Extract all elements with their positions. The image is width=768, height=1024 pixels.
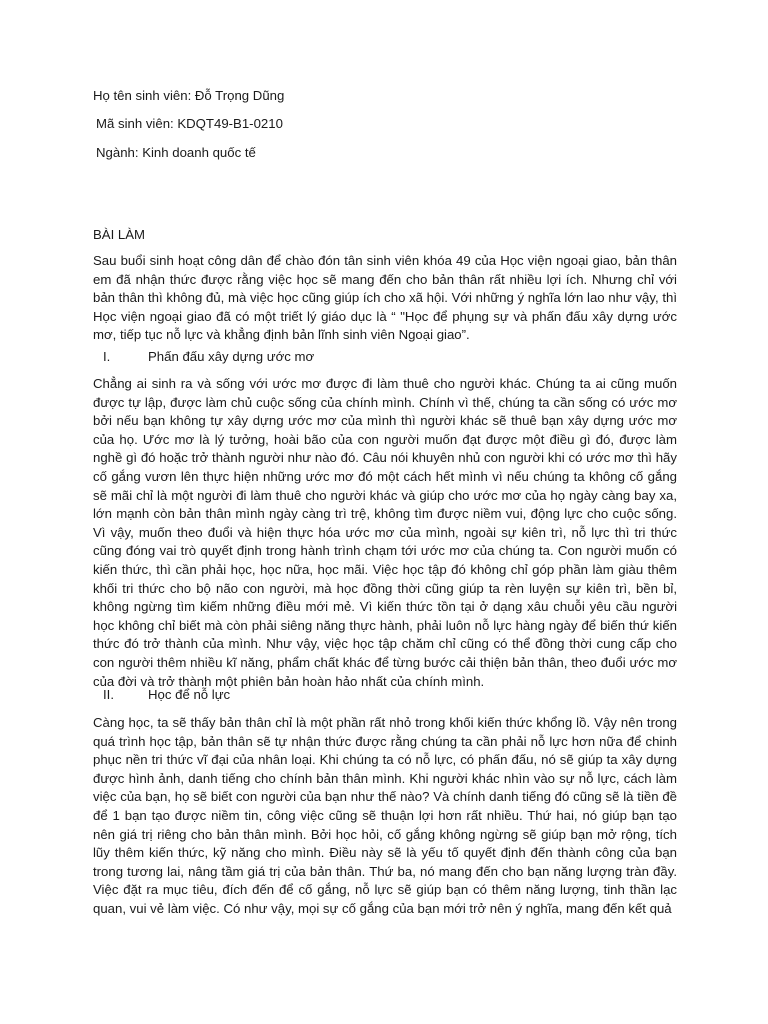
section-heading-1 [103, 348, 314, 366]
student-name: Họ tên sinh viên: Đỗ Trọng Dũng [93, 88, 285, 103]
student-major: Ngành: Kinh doanh quốc tế [96, 145, 256, 160]
section-1-paragraph: Chẳng ai sinh ra và sống với ước mơ được đi làm thuê cho người khác. Chúng ta ai cũng muốn được tự lập, được làm chủ cuộc sống của chính mình. Chính vì thế, chúng ta cần sống có ước mơ bởi nếu bạn không tự xây dựng ước mơ của mình thì người khác sẽ thuê bạn xây dựng ước mơ của họ. Ước mơ là lý tưởng, hoài bão của con người muốn đạt được một điều gì đó, được làm nghề gì đó hoặc trở thành người như nào đó. Câu nói khuyên nhủ con người khi có ước mơ thì hãy cố gắng vươn lên thực hiện những ước mơ đó một cách hết mình vì nếu chúng ta không cố gắng sẽ mãi chỉ là một người đi làm thuê cho người khác và giúp cho ước mơ của họ ngày càng bay xa, lớn mạnh còn bản thân mình ngày càng trì trệ, không tìm được niềm vui, động lực cho cuộc sống. Vì vậy, muốn theo đuổi và hiện thực hóa ước mơ của mình, ngoài sự kiên trì, nỗ lực thì tri thức cũng đóng vai trò quyết định trong hành trình chạm tới ước mơ của chúng ta. Con người muốn có kiến thức, thì cần phải học, học nữa, học mãi. Việc học tập đó không chỉ góp phần làm giàu thêm khối tri thức cho bộ não con người, mà học đồng thời cũng giúp ta rèn luyện sự kiên trì, bền bỉ, không ngừng tìm kiếm những điều mới mẻ. Vì kiến thức tồn tại ở dạng xâu chuỗi yêu cầu người học không chỉ biết mà còn phải siêng năng thực hành, phải luôn nỗ lực hàng ngày để biến thứ kiến thức đó trở thành của mình. Như vậy, việc học tập chăm chỉ cũng có thể đồng thời cung cấp cho con người thêm nhiều kĩ năng, phẩm chất khác để từng bước cải thiện bản thân, theo đuổi ước mơ của đời và trở thành một phiên bản hoàn hảo nhất của chính mình. [93, 376, 677, 689]
section-2-paragraph: Càng học, ta sẽ thấy bản thân chỉ là một phần rất nhỏ trong khối kiến thức khổng lồ. Vậy nên trong quá trình học tập, bản thân sẽ tự nhận thức được rằng chúng ta cần phải nỗ lực hơn nữa để chinh phục nền tri thức vĩ đại của nhân loại. Khi chúng ta có nỗ lực, có phấn đấu, nó sẽ giúp ta xây dựng được hình ảnh, danh tiếng cho chính bản thân mình. Khi người khác nhìn vào sự nỗ lực, cách làm việc của bạn, họ sẽ biết con người của bạn như thế nào? Và chính danh tiếng đó cũng sẽ là tiền đề để 1 bạn tạo được niềm tin, công việc cũng sẽ thuận lợi hơn rất nhiều. Thứ hai, nó giúp bạn tạo nên giá trị riêng cho bản thân mình. Bởi học hỏi, cố gắng không ngừng sẽ giúp bạn mở rộng, tích lũy thêm kiến thức, kỹ năng cho mình. Điều này sẽ là yếu tố quyết định đến thành công của bạn trong tương lai, nâng tầm giá trị của bản thân. Thứ ba, nó mang đến cho bạn năng lượng tràn đầy. Việc đặt ra mục tiêu, đích đến để cố gắng, nỗ lực sẽ giúp bạn có thêm năng lượng, tinh thần lạc quan, vui vẻ làm việc. Có như vậy, mọi sự cố gắng của bạn mới trở nên ý nghĩa, mang đến kết quả [93, 715, 677, 916]
section-number: II. [103, 687, 114, 702]
section-heading-2 [103, 686, 230, 704]
student-id: Mã sinh viên: KDQT49-B1-0210 [96, 116, 283, 131]
section-title: Học để nỗ lực [148, 687, 231, 702]
intro-paragraph: Sau buổi sinh hoạt công dân để chào đón tân sinh viên khóa 49 của Học viện ngoại giao, bản thân em đã nhận thức được rằng việc học sẽ mang đến cho bản thân rất nhiều lợi ích. Nhưng chỉ với bản thân thì không đủ, mà việc học cũng giúp ích cho xã hội. Với những ý nghĩa lớn lao như vậy, thì Học viện ngoại giao đã có một triết lý giáo dục là “ "Học để phụng sự và phấn đấu xây dựng ước mơ, tiếp tục nỗ lực và khẳng định bản lĩnh sinh viên Ngoại giao”. [93, 253, 677, 343]
essay-heading: BÀI LÀM [93, 227, 146, 242]
section-number: I. [103, 349, 111, 364]
section-title: Phấn đấu xây dựng ước mơ [148, 349, 315, 364]
